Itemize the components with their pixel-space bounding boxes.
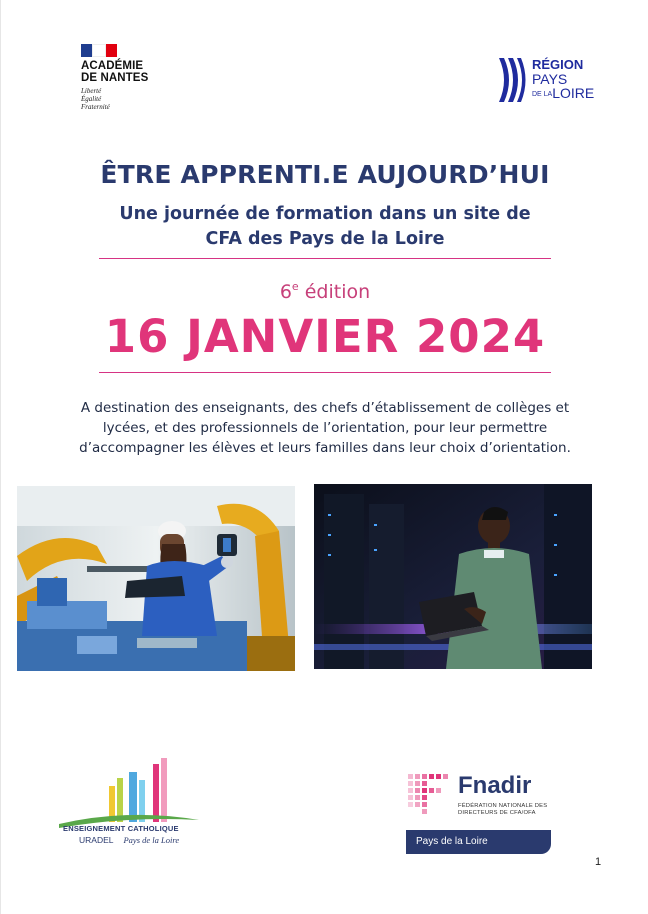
fnadir-region-bar: Pays de la Loire [406,830,551,854]
fnadir-sub-line2: DIRECTEURS DE CFA/OFA [458,810,536,816]
fnadir-sub-line1: FÉDÉRATION NATIONALE DES [458,803,548,809]
region-line3: LOIRE [552,85,595,101]
french-flag-icon [81,44,117,57]
region-mark-icon [497,56,529,104]
ec-bars-icon [59,758,209,828]
divider-bottom [99,372,551,373]
divider-top [99,258,551,259]
description-line1: A destination des enseignants, des chefs d’établissement de collèges et [80,400,570,416]
region-line3-small: DE LA [532,91,553,98]
subtitle-line2: CFA des Pays de la Loire [205,229,445,249]
photo-industrial-apprentice [17,486,295,671]
motto-egalite: Égalité [81,95,102,103]
ec-pays-de-la-loire: Pays de la Loire [123,835,180,845]
event-date: 16 JANVIER 2024 [104,310,546,363]
page-subtitle [1,202,648,252]
region-pays-de-la-loire-logo [497,54,607,106]
description-line2: lycées, et des professionnels de l’orientation, pour leur permettre [102,420,548,436]
ec-line1: ENSEIGNEMENT CATHOLIQUE [63,824,179,833]
ec-uradel: URADEL [79,835,114,845]
enseignement-catholique-uradel-logo [59,758,209,860]
fnadir-brand: Fnadir [458,772,532,799]
region-line2: PAYS [532,71,568,87]
academie-name-line1: ACADÉMIE [81,60,144,72]
subtitle-line1: Une journée de formation dans un site de [119,204,531,224]
photo-server-room-technician [314,484,592,669]
description [41,398,609,458]
fnadir-logo [406,770,551,856]
motto-liberte: Liberté [81,87,102,95]
page-number: 1 [595,856,602,868]
edition-sup: e [291,280,299,293]
description-line3: d’accompagner les élèves et leurs familles dans leur choix d’orientation. [79,440,571,456]
page-title: ÊTRE APPRENTI.E AUJOURD’HUI [100,160,550,189]
edition-label [1,280,648,303]
academie-nantes-logo [81,44,191,111]
edition-text: édition [298,281,371,303]
motto-fraternite: Fraternité [81,103,110,111]
region-line1: RÉGION [532,57,584,72]
fnadir-mark-icon [406,772,450,820]
edition-number: 6 [279,281,292,303]
academie-name-line2: DE NANTES [81,72,149,84]
